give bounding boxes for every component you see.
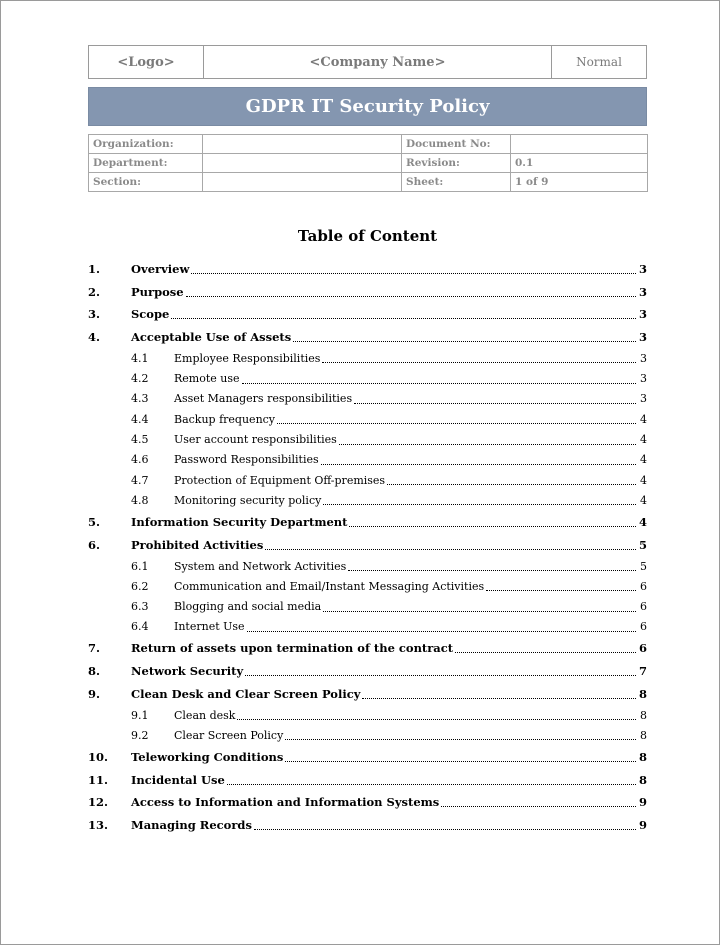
toc-leader-dots bbox=[237, 718, 636, 720]
toc-leader-dots bbox=[254, 828, 636, 830]
toc-leader-dots bbox=[245, 674, 636, 676]
toc-leader-dots bbox=[285, 738, 636, 740]
toc-label: Internet Use bbox=[174, 620, 245, 634]
toc-leader-dots bbox=[171, 317, 636, 319]
section-value bbox=[203, 173, 402, 192]
toc-label: Monitoring security policy bbox=[174, 493, 322, 507]
toc-text bbox=[131, 330, 647, 344]
toc-text bbox=[174, 453, 647, 466]
toc-page-number: 4 bbox=[640, 433, 647, 446]
toc-entry[interactable] bbox=[88, 512, 647, 532]
toc-leader-dots bbox=[321, 463, 636, 465]
header-table bbox=[88, 45, 647, 79]
toc-page-number: 6 bbox=[638, 641, 647, 656]
toc-number: 4.3 bbox=[131, 392, 149, 406]
toc-subentry[interactable] bbox=[88, 617, 647, 637]
document-info-table bbox=[88, 134, 648, 192]
toc-page-number: 3 bbox=[640, 372, 647, 386]
toc-text bbox=[174, 560, 647, 573]
toc-entry[interactable] bbox=[88, 792, 647, 812]
toc-subentry[interactable] bbox=[88, 597, 647, 617]
toc-page-number: 8 bbox=[638, 686, 647, 701]
toc-text bbox=[174, 474, 647, 487]
toc-label: System and Network Activities bbox=[174, 559, 347, 573]
toc-number: 4. bbox=[88, 329, 101, 344]
toc-text bbox=[174, 352, 647, 365]
toc-text bbox=[174, 620, 647, 633]
toc-number: 3. bbox=[88, 307, 101, 322]
toc-entry[interactable] bbox=[88, 327, 647, 347]
sheet-value: 1 of 9 bbox=[511, 173, 648, 192]
toc-leader-dots bbox=[191, 272, 636, 274]
toc-entry[interactable] bbox=[88, 259, 647, 279]
toc-label: Information Security Department bbox=[131, 514, 348, 529]
toc-page-number: 8 bbox=[638, 772, 647, 787]
toc-text bbox=[174, 392, 647, 405]
toc-page-number: 6 bbox=[640, 600, 647, 614]
toc-subentry[interactable] bbox=[88, 576, 647, 596]
toc-subentry[interactable] bbox=[88, 348, 647, 368]
toc-text bbox=[174, 413, 647, 426]
toc-label: Teleworking Conditions bbox=[131, 749, 284, 764]
toc-label: Asset Managers responsibilities bbox=[174, 392, 353, 406]
toc-text bbox=[174, 494, 647, 507]
toc-leader-dots bbox=[354, 402, 636, 404]
toc-subentry[interactable] bbox=[88, 409, 647, 429]
toc-entry[interactable] bbox=[88, 282, 647, 302]
toc-number: 2. bbox=[88, 284, 101, 299]
toc-entry[interactable] bbox=[88, 684, 647, 704]
toc-number: 6.4 bbox=[131, 620, 149, 634]
toc-page-number: 4 bbox=[640, 473, 647, 487]
toc-text bbox=[131, 750, 647, 764]
toc-number: 4.1 bbox=[131, 351, 149, 365]
toc-label: Backup frequency bbox=[174, 412, 276, 426]
toc-page-number: 3 bbox=[638, 329, 647, 344]
company-name: <Company Name> bbox=[204, 46, 552, 78]
document-no-label: Document No: bbox=[402, 135, 511, 154]
toc-leader-dots bbox=[339, 443, 636, 445]
organization-value bbox=[203, 135, 402, 154]
toc-number: 1. bbox=[88, 262, 101, 276]
toc-label: Remote use bbox=[174, 372, 240, 386]
toc-number: 9.1 bbox=[131, 708, 149, 722]
toc-text bbox=[131, 538, 647, 552]
toc-leader-dots bbox=[323, 610, 636, 612]
toc-text bbox=[174, 729, 647, 742]
classification-label: Normal bbox=[576, 55, 622, 69]
toc-number: 8. bbox=[88, 664, 101, 678]
logo-placeholder: <Logo> bbox=[89, 46, 204, 78]
document-no-value bbox=[511, 135, 648, 154]
toc-label: Password Responsibilities bbox=[174, 453, 319, 467]
toc-number: 6.1 bbox=[131, 559, 149, 573]
toc-page-number: 4 bbox=[640, 412, 647, 426]
toc-leader-dots bbox=[293, 340, 636, 342]
toc-subentry[interactable] bbox=[88, 556, 647, 576]
toc-leader-dots bbox=[455, 651, 636, 653]
toc-number: 13. bbox=[88, 817, 109, 832]
toc-leader-dots bbox=[242, 382, 636, 384]
toc-number: 4.4 bbox=[131, 412, 149, 426]
toc-label: Scope bbox=[131, 307, 170, 322]
toc-text bbox=[131, 262, 647, 276]
toc-label: Access to Information and Information Systems bbox=[131, 795, 440, 810]
toc-label: Network Security bbox=[131, 664, 244, 678]
toc-subentry[interactable] bbox=[88, 725, 647, 745]
toc-page-number: 3 bbox=[640, 351, 647, 365]
revision-value: 0.1 bbox=[511, 154, 648, 173]
toc-number: 9. bbox=[88, 686, 101, 701]
toc-entry[interactable] bbox=[88, 661, 647, 681]
toc-label: Managing Records bbox=[131, 817, 252, 832]
toc-number: 12. bbox=[88, 795, 109, 810]
toc-label: Communication and Email/Instant Messaging Activities bbox=[174, 579, 485, 593]
toc-subentry[interactable] bbox=[88, 430, 647, 450]
toc-page-number: 4 bbox=[640, 453, 647, 467]
toc-leader-dots bbox=[362, 697, 636, 699]
toc-subentry[interactable] bbox=[88, 369, 647, 389]
toc-entry[interactable] bbox=[88, 770, 647, 790]
toc-label: Acceptable Use of Assets bbox=[131, 329, 292, 344]
toc-page-number: 6 bbox=[640, 579, 647, 593]
toc-leader-dots bbox=[285, 760, 636, 762]
toc-page-number: 9 bbox=[638, 817, 647, 832]
toc-text bbox=[131, 641, 647, 655]
toc-page-number: 9 bbox=[638, 795, 647, 810]
toc-number: 6.2 bbox=[131, 579, 149, 593]
revision-label: Revision: bbox=[402, 154, 511, 173]
toc-number: 4.8 bbox=[131, 493, 149, 507]
toc-page-number: 5 bbox=[640, 559, 647, 573]
toc-leader-dots bbox=[348, 569, 636, 571]
toc-page-number: 7 bbox=[638, 664, 647, 678]
toc-page-number: 6 bbox=[640, 620, 647, 634]
meta-row bbox=[89, 154, 648, 173]
toc-leader-dots bbox=[265, 548, 636, 550]
toc-subentry[interactable] bbox=[88, 470, 647, 490]
toc-leader-dots bbox=[277, 422, 636, 424]
toc-page-number: 3 bbox=[638, 284, 647, 299]
toc-leader-dots bbox=[322, 361, 636, 363]
toc-label: Blogging and social media bbox=[174, 600, 322, 614]
meta-row bbox=[89, 173, 648, 192]
toc-label: Clean desk bbox=[174, 708, 236, 722]
sheet-label: Sheet: bbox=[402, 173, 511, 192]
toc-page-number: 3 bbox=[638, 307, 647, 322]
toc-entry[interactable] bbox=[88, 304, 647, 324]
toc-leader-dots bbox=[247, 630, 636, 632]
toc-text bbox=[174, 372, 647, 385]
toc-entry[interactable] bbox=[88, 638, 647, 658]
toc-label: Protection of Equipment Off-premises bbox=[174, 473, 386, 487]
toc-text bbox=[131, 773, 647, 787]
toc-page-number: 3 bbox=[638, 262, 647, 276]
toc-number: 9.2 bbox=[131, 728, 149, 742]
toc-label: Overview bbox=[131, 262, 190, 276]
toc-text bbox=[131, 664, 647, 678]
toc-label: Prohibited Activities bbox=[131, 537, 264, 552]
toc-number: 5. bbox=[88, 514, 101, 529]
toc-subentry[interactable] bbox=[88, 450, 647, 470]
toc-page-number: 5 bbox=[638, 537, 647, 552]
toc-label: Employee Responsibilities bbox=[174, 351, 321, 365]
toc-subentry[interactable] bbox=[88, 705, 647, 725]
toc-entry[interactable] bbox=[88, 747, 647, 767]
toc-number: 6. bbox=[88, 537, 101, 552]
toc-label: Purpose bbox=[131, 284, 184, 299]
toc-leader-dots bbox=[486, 589, 636, 591]
toc-page-number: 4 bbox=[638, 514, 647, 529]
toc-page-number: 8 bbox=[638, 749, 647, 764]
toc-leader-dots bbox=[387, 483, 636, 485]
toc-leader-dots bbox=[349, 525, 636, 527]
toc-entry[interactable] bbox=[88, 815, 647, 835]
toc-label: Return of assets upon termination of the contract bbox=[131, 641, 454, 656]
toc-number: 6.3 bbox=[131, 600, 149, 614]
toc-text bbox=[131, 687, 647, 701]
section-label: Section: bbox=[89, 173, 203, 192]
toc-heading: Table of Content bbox=[297, 227, 438, 245]
toc-label: Clear Screen Policy bbox=[174, 728, 284, 742]
toc-text bbox=[131, 285, 647, 299]
toc-label: User account responsibilities bbox=[174, 433, 337, 446]
toc-number: 4.7 bbox=[131, 473, 149, 487]
toc-number: 11. bbox=[88, 772, 109, 787]
toc-label: Clean Desk and Clear Screen Policy bbox=[131, 686, 361, 701]
department-value bbox=[203, 154, 402, 173]
toc-leader-dots bbox=[441, 805, 636, 807]
toc-text bbox=[174, 600, 647, 613]
toc-text bbox=[131, 515, 647, 529]
toc-text bbox=[131, 307, 647, 321]
toc-page-number: 8 bbox=[640, 708, 647, 722]
toc-subentry[interactable] bbox=[88, 490, 647, 510]
toc-page-number: 8 bbox=[640, 728, 647, 742]
toc-page-number: 4 bbox=[640, 493, 647, 507]
toc-text bbox=[174, 433, 647, 446]
toc-text bbox=[131, 795, 647, 809]
toc-leader-dots bbox=[186, 295, 636, 297]
toc-number: 4.5 bbox=[131, 433, 149, 446]
toc-subentry[interactable] bbox=[88, 389, 647, 409]
document-title: GDPR IT Security Policy bbox=[88, 87, 647, 126]
toc-leader-dots bbox=[323, 503, 636, 505]
toc-number: 7. bbox=[88, 641, 101, 656]
toc-entry[interactable] bbox=[88, 535, 647, 555]
toc-label: Incidental Use bbox=[131, 772, 225, 787]
department-label: Department: bbox=[89, 154, 203, 173]
toc-page-number: 3 bbox=[640, 392, 647, 406]
toc-text bbox=[131, 818, 647, 832]
toc-leader-dots bbox=[227, 783, 636, 785]
organization-label: Organization: bbox=[89, 135, 203, 154]
toc-number: 10. bbox=[88, 749, 109, 764]
meta-row bbox=[89, 135, 648, 154]
toc-number: 4.2 bbox=[131, 372, 149, 386]
toc-text bbox=[174, 580, 647, 593]
toc-number: 4.6 bbox=[131, 453, 149, 467]
toc-text bbox=[174, 709, 647, 722]
